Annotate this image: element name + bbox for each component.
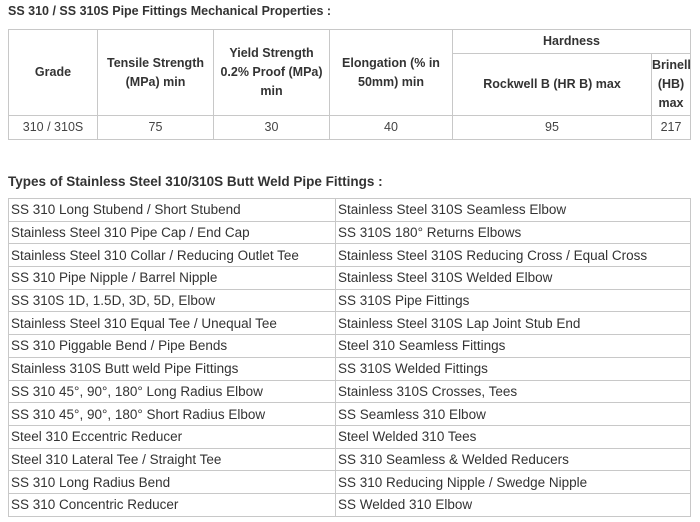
mechanical-properties-title: SS 310 / SS 310S Pipe Fittings Mechanical Properties : [8, 4, 332, 18]
table-row [9, 448, 691, 471]
header-grade: Grade [9, 30, 98, 116]
fitting-type-cell: Steel Welded 310 Tees [336, 425, 691, 448]
table-row [9, 244, 691, 267]
fittings-types-title: Types of Stainless Steel 310/310S Butt Weld Pipe Fittings : [8, 174, 383, 189]
table-row [9, 116, 691, 140]
fitting-type-cell: Stainless Steel 310 Pipe Cap / End Cap [9, 221, 336, 244]
header-hardness: Hardness [453, 30, 691, 54]
cell-yield: 30 [214, 116, 330, 140]
cell-tensile: 75 [98, 116, 214, 140]
table-row [9, 357, 691, 380]
table-row [9, 493, 691, 516]
fitting-type-cell: SS 310S 180° Returns Elbows [336, 221, 691, 244]
cell-grade: 310 / 310S [9, 116, 98, 140]
table-row [9, 425, 691, 448]
fitting-type-cell: Steel 310 Seamless Fittings [336, 335, 691, 358]
fitting-type-cell: SS 310S Pipe Fittings [336, 289, 691, 312]
fitting-type-cell: SS 310 Seamless & Welded Reducers [336, 448, 691, 471]
table-row [9, 471, 691, 494]
header-rockwell: Rockwell B (HR B) max [453, 54, 652, 116]
fitting-type-cell: SS Seamless 310 Elbow [336, 403, 691, 426]
fitting-type-cell: Steel 310 Lateral Tee / Straight Tee [9, 448, 336, 471]
fitting-type-cell: Stainless Steel 310 Collar / Reducing Outlet Tee [9, 244, 336, 267]
fitting-type-cell: SS 310S Welded Fittings [336, 357, 691, 380]
header-elongation: Elongation (% in 50mm) min [330, 30, 453, 116]
fitting-type-cell: Stainless Steel 310S Lap Joint Stub End [336, 312, 691, 335]
table-row [9, 289, 691, 312]
fitting-type-cell: Stainless Steel 310S Reducing Cross / Equal Cross [336, 244, 691, 267]
table-row [9, 312, 691, 335]
mechanical-properties-table [8, 29, 691, 140]
fitting-type-cell: Stainless 310S Butt weld Pipe Fittings [9, 357, 336, 380]
fitting-type-cell: SS 310 45°, 90°, 180° Short Radius Elbow [9, 403, 336, 426]
fitting-type-cell: SS 310 Reducing Nipple / Swedge Nipple [336, 471, 691, 494]
fitting-type-cell: SS 310 Piggable Bend / Pipe Bends [9, 335, 336, 358]
cell-rockwell: 95 [453, 116, 652, 140]
fitting-type-cell: SS 310 Long Radius Bend [9, 471, 336, 494]
header-brinell: Brinell (HB) max [652, 54, 691, 116]
fitting-type-cell: SS 310 45°, 90°, 180° Long Radius Elbow [9, 380, 336, 403]
fitting-type-cell: SS 310 Pipe Nipple / Barrel Nipple [9, 267, 336, 290]
table-row [9, 221, 691, 244]
fitting-type-cell: SS 310S 1D, 1.5D, 3D, 5D, Elbow [9, 289, 336, 312]
fittings-types-table [8, 198, 691, 517]
header-yield-strength: Yield Strength 0.2% Proof (MPa) min [214, 30, 330, 116]
fitting-type-cell: SS 310 Concentric Reducer [9, 493, 336, 516]
fitting-type-cell: Steel 310 Eccentric Reducer [9, 425, 336, 448]
table-row [9, 267, 691, 290]
table-row [9, 199, 691, 222]
cell-elongation: 40 [330, 116, 453, 140]
fitting-type-cell: SS 310 Long Stubend / Short Stubend [9, 199, 336, 222]
fitting-type-cell: Stainless 310S Crosses, Tees [336, 380, 691, 403]
fitting-type-cell: Stainless Steel 310S Seamless Elbow [336, 199, 691, 222]
fitting-type-cell: Stainless Steel 310 Equal Tee / Unequal Tee [9, 312, 336, 335]
fitting-type-cell: Stainless Steel 310S Welded Elbow [336, 267, 691, 290]
table-row [9, 380, 691, 403]
table-row [9, 403, 691, 426]
table-row [9, 335, 691, 358]
fitting-type-cell: SS Welded 310 Elbow [336, 493, 691, 516]
cell-brinell: 217 [652, 116, 691, 140]
header-tensile-strength: Tensile Strength (MPa) min [98, 30, 214, 116]
